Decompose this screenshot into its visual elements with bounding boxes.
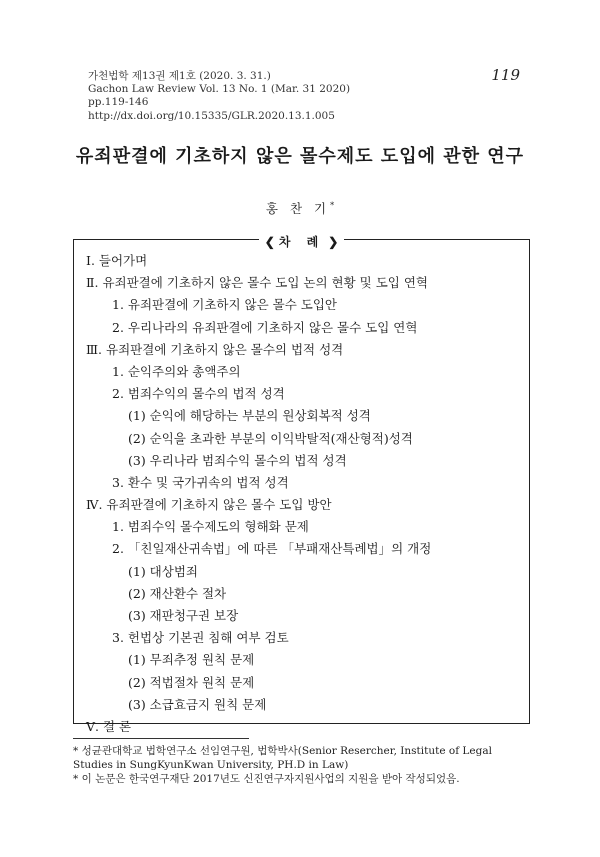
journal-header <box>88 70 528 123</box>
toc-item: 2. 우리나라의 유죄판결에 기초하지 않은 몰수 도입 연혁 <box>112 319 418 335</box>
toc-item: 2. 「친일재산귀속법」에 따른 「부패재산특례법」의 개정 <box>112 541 432 557</box>
footnote-divider <box>73 738 249 739</box>
toc-item: (1) 대상범죄 <box>128 563 198 579</box>
journal-name-korean: 가천법학 제13권 제1호 (2020. 3. 31.) <box>88 70 271 82</box>
footnotes <box>73 744 528 786</box>
toc-item: 1. 범죄수익 몰수제도의 형해화 문제 <box>112 519 309 535</box>
toc-item: (3) 우리나라 범죄수익 몰수의 법적 성격 <box>128 452 347 468</box>
left-bracket-icon: ❮ <box>264 235 275 249</box>
toc-item: (2) 적법절차 원칙 문제 <box>128 674 255 690</box>
doi-link[interactable]: http://dx.doi.org/10.15335/GLR.2020.13.1.005 <box>88 109 335 122</box>
toc-heading-label: ❮ 차 례 ❯ <box>259 235 345 249</box>
toc-item: Ⅰ. 들어가며 <box>86 253 148 268</box>
toc-item: 3. 헌법상 기본권 침해 여부 검토 <box>112 630 289 646</box>
toc-item: Ⅲ. 유죄판결에 기초하지 않은 몰수의 법적 성격 <box>86 341 344 357</box>
footnote-funding: * 이 논문은 한국연구재단 2017년도 신진연구자지원사업의 지원을 받아 작성되었음. <box>73 773 460 785</box>
toc-item: Ⅴ. 결 론 <box>86 718 132 734</box>
toc-heading <box>74 231 529 250</box>
page-number: 119 <box>491 66 520 84</box>
toc-item: 3. 환수 및 국가귀속의 법적 성격 <box>112 474 289 490</box>
toc-list <box>74 250 529 738</box>
toc-item: (3) 소급효금지 원칙 문제 <box>128 696 267 712</box>
toc-item: Ⅱ. 유죄판결에 기초하지 않은 몰수 도입 논의 현황 및 도입 연혁 <box>86 275 429 291</box>
right-bracket-icon: ❯ <box>328 235 339 249</box>
toc-item: 1. 순익주의와 총액주의 <box>112 363 241 379</box>
author-line <box>0 199 600 217</box>
toc-item: (1) 무죄추정 원칙 문제 <box>128 652 255 668</box>
page-range: pp.119-146 <box>88 96 149 109</box>
toc-item: (2) 순익을 초과한 부분의 이익박탈적(재산형적)성격 <box>128 430 413 446</box>
paper-title: 유죄판결에 기초하지 않은 몰수제도 도입에 관한 연구 <box>75 146 525 167</box>
author-footnote-mark: * <box>330 200 335 210</box>
toc-item: (3) 재판청구권 보장 <box>128 608 239 623</box>
journal-name-english: Gachon Law Review Vol. 13 No. 1 (Mar. 31 2020) <box>88 83 351 96</box>
footnote-author: * 성균관대학교 법학연구소 선임연구원, 법학박사(Senior Resercher, Institute of Legal Studies in SungKyunKwan University, PH.D in Law) <box>73 745 492 771</box>
toc-item: 2. 범죄수익의 몰수의 법적 성격 <box>112 386 285 402</box>
toc-item: (2) 재산환수 절차 <box>128 585 227 601</box>
author-name: 홍 찬 기 <box>265 201 331 216</box>
toc-item: (1) 순익에 해당하는 부분의 원상회복적 성격 <box>128 408 371 424</box>
toc-item: Ⅳ. 유죄판결에 기초하지 않은 몰수 도입 방안 <box>86 497 332 513</box>
table-of-contents <box>73 235 530 734</box>
toc-item: 1. 유죄판결에 기초하지 않은 몰수 도입안 <box>112 297 337 313</box>
